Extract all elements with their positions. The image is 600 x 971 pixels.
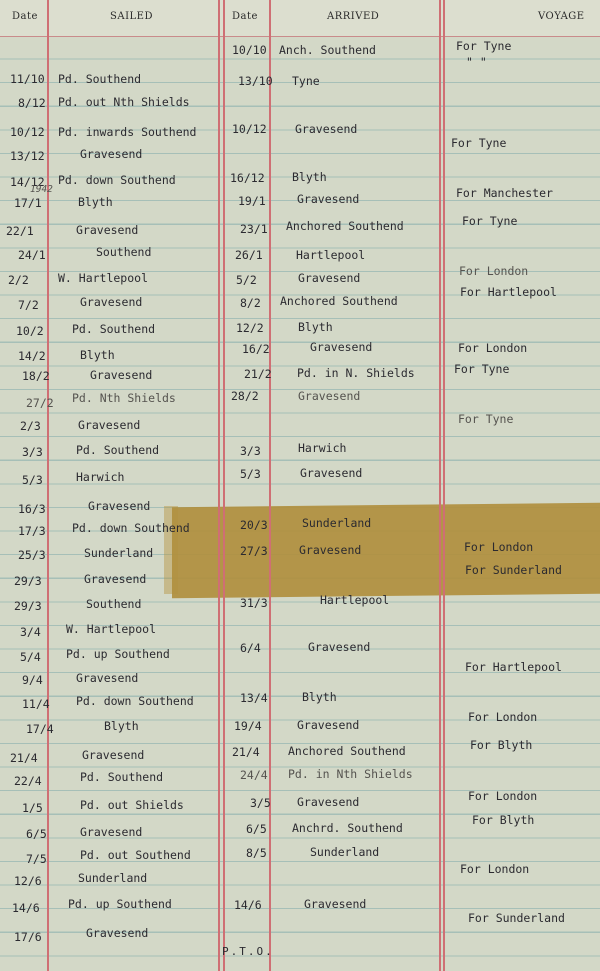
entry-arrived-place: Gravesend — [304, 897, 367, 911]
entry-arrival-date: 16/2 — [242, 342, 270, 356]
entry-arrived-place: Anchrd. Southend — [292, 821, 403, 835]
entry-sailed-date: 25/3 — [18, 548, 46, 562]
margin-rule — [443, 0, 445, 971]
entry-arrived-place: Gravesend — [299, 543, 362, 557]
entry-arrived-place: Harwich — [298, 441, 347, 455]
entry-arrival-date: 3/5 — [250, 796, 271, 810]
header-sailed: SAILED — [110, 11, 153, 22]
entry-voyage: For Sunderland — [468, 911, 565, 925]
entry-sailed-place: Gravesend — [86, 926, 149, 940]
entry-arrived-place: Gravesend — [297, 795, 360, 809]
entry-arrived-place: Pd. in Nth Shields — [288, 767, 413, 781]
entry-arrived-place: Hartlepool — [320, 593, 390, 607]
entry-sailed-date: 6/5 — [26, 827, 47, 841]
column-header-bar — [0, 0, 600, 37]
entry-sailed-place: W. Hartlepool — [58, 271, 149, 285]
entry-sailed-place: Pd. up Southend — [68, 897, 172, 911]
page-turn-note: P.T.O. — [222, 945, 274, 958]
entry-voyage: For London — [468, 789, 538, 803]
entry-sailed-date: 10/2 — [16, 324, 44, 338]
year-annotation: 1942 — [30, 184, 53, 195]
entry-arrival-date: 31/3 — [240, 596, 268, 610]
entry-sailed-date: 3/3 — [22, 445, 43, 459]
entry-voyage: For Manchester — [456, 186, 553, 200]
entry-sailed-date: 5/4 — [20, 650, 41, 664]
entry-sailed-place: Pd. inwards Southend — [58, 125, 197, 139]
entry-arrival-date: 6/5 — [246, 822, 267, 836]
entry-arrived-place: Anchored Southend — [288, 744, 406, 758]
entry-sailed-date: 24/1 — [18, 248, 46, 262]
entry-voyage: For Tyne — [458, 412, 514, 426]
entry-arrival-date: 27/3 — [240, 544, 268, 558]
entry-arrived-place: Sunderland — [302, 516, 372, 530]
entry-sailed-place: W. Hartlepool — [66, 622, 157, 636]
entry-sailed-place: Pd. Southend — [80, 770, 164, 784]
entry-arrived-place: Gravesend — [297, 718, 360, 732]
entry-sailed-date: 7/2 — [18, 298, 39, 312]
margin-rule — [47, 0, 49, 971]
entry-voyage: For London — [464, 540, 534, 554]
entry-sailed-date: 14/2 — [18, 349, 46, 363]
entry-sailed-place: Gravesend — [78, 418, 141, 432]
entry-voyage: For Tyne — [456, 39, 512, 53]
entry-voyage: For Hartlepool — [465, 660, 562, 674]
entry-sailed-place: Pd. down Southend — [58, 173, 176, 187]
entry-arrived-place: Sunderland — [310, 845, 380, 859]
entry-sailed-place: Pd. up Southend — [66, 647, 170, 661]
margin-rule — [218, 0, 220, 971]
entry-arrival-date: 8/2 — [240, 296, 261, 310]
entry-voyage: " " — [466, 55, 487, 69]
entry-sailed-place: Blyth — [80, 348, 115, 362]
entry-sailed-place: Harwich — [76, 470, 125, 484]
margin-rule — [223, 0, 225, 971]
entry-sailed-date: 29/3 — [14, 574, 42, 588]
entry-voyage: For Tyne — [454, 362, 510, 376]
entry-sailed-place: Pd. Southend — [76, 443, 160, 457]
entry-arrival-date: 13/4 — [240, 691, 268, 705]
entry-sailed-date: 27/2 — [26, 396, 54, 410]
entry-arrival-date: 10/12 — [232, 122, 267, 136]
entry-arrival-date: 19/4 — [234, 719, 262, 733]
entry-arrival-date: 28/2 — [231, 389, 259, 403]
entry-arrived-place: Blyth — [298, 320, 333, 334]
entry-arrival-date: 20/3 — [240, 518, 268, 532]
entry-arrival-date: 6/4 — [240, 641, 261, 655]
entry-sailed-place: Southend — [86, 597, 142, 611]
entry-sailed-date: 2/3 — [20, 419, 41, 433]
entry-sailed-place: Pd. down Southend — [76, 694, 194, 708]
entry-sailed-place: Gravesend — [76, 671, 139, 685]
entry-sailed-place: Pd. out Nth Shields — [58, 95, 190, 109]
entry-arrived-place: Blyth — [292, 170, 327, 184]
entry-sailed-date: 1/5 — [22, 801, 43, 815]
entry-sailed-place: Gravesend — [90, 368, 153, 382]
entry-arrived-place: Gravesend — [310, 340, 373, 354]
entry-arrived-place: Gravesend — [298, 271, 361, 285]
entry-sailed-place: Sunderland — [78, 871, 148, 885]
entry-voyage: For Sunderland — [465, 563, 562, 577]
entry-sailed-date: 7/5 — [26, 852, 47, 866]
entry-sailed-place: Gravesend — [80, 295, 143, 309]
entry-sailed-place: Pd. out Shields — [80, 798, 184, 812]
entry-arrival-date: 26/1 — [235, 248, 263, 262]
entry-sailed-date: 11/4 — [22, 697, 50, 711]
entry-sailed-date: 18/2 — [22, 369, 50, 383]
entry-voyage: For Hartlepool — [460, 285, 557, 299]
entry-arrived-place: Tyne — [292, 74, 320, 88]
entry-arrival-date: 10/10 — [232, 43, 267, 57]
header-date-sailed: Date — [12, 11, 38, 22]
entry-sailed-place: Blyth — [104, 719, 139, 733]
entry-sailed-date: 17/3 — [18, 524, 46, 538]
entry-sailed-place: Pd. out Southend — [80, 848, 191, 862]
entry-arrived-place: Hartlepool — [296, 248, 366, 262]
entry-arrived-place: Gravesend — [297, 192, 360, 206]
entry-voyage: For London — [460, 862, 530, 876]
entry-arrived-place: Pd. in N. Shields — [297, 366, 415, 380]
entry-sailed-date: 22/4 — [14, 774, 42, 788]
entry-arrival-date: 21/2 — [244, 367, 272, 381]
entry-arrived-place: Anch. Southend — [279, 43, 376, 57]
entry-sailed-place: Gravesend — [88, 499, 151, 513]
entry-sailed-date: 3/4 — [20, 625, 41, 639]
entry-sailed-date: 9/4 — [22, 673, 43, 687]
header-date-arrived: Date — [232, 11, 258, 22]
entry-sailed-date: 29/3 — [14, 599, 42, 613]
entry-arrival-date: 16/12 — [230, 171, 265, 185]
entry-sailed-date: 14/12 — [10, 175, 45, 189]
margin-rule — [439, 0, 441, 971]
header-voyage: VOYAGE — [538, 11, 585, 22]
entry-sailed-place: Gravesend — [80, 147, 143, 161]
entry-arrival-date: 5/2 — [236, 273, 257, 287]
entry-sailed-place: Pd. Southend — [58, 72, 142, 86]
entry-voyage: For Tyne — [462, 214, 518, 228]
entry-arrival-date: 3/3 — [240, 444, 261, 458]
margin-rule — [269, 0, 271, 971]
entry-voyage: For London — [468, 710, 538, 724]
entry-arrival-date: 8/5 — [246, 846, 267, 860]
entry-sailed-date: 17/4 — [26, 722, 54, 736]
entry-arrived-place: Anchored Southend — [280, 294, 398, 308]
entry-arrived-place: Gravesend — [308, 640, 371, 654]
entry-sailed-date: 14/6 — [12, 901, 40, 915]
entry-sailed-date: 21/4 — [10, 751, 38, 765]
entry-sailed-place: Pd. Southend — [72, 322, 156, 336]
entry-arrived-place: Anchored Southend — [286, 219, 404, 233]
entry-arrival-date: 14/6 — [234, 898, 262, 912]
entry-arrival-date: 13/10 — [238, 74, 273, 88]
entry-voyage: For Blyth — [470, 738, 533, 752]
entry-sailed-date: 17/6 — [14, 930, 42, 944]
entry-voyage: For Tyne — [451, 136, 507, 150]
entry-sailed-date: 16/3 — [18, 502, 46, 516]
entry-sailed-date: 13/12 — [10, 149, 45, 163]
entry-sailed-date: 22/1 — [6, 224, 34, 238]
entry-arrived-place: Blyth — [302, 690, 337, 704]
entry-sailed-place: Pd. Nth Shields — [72, 391, 176, 405]
entry-voyage: For London — [458, 341, 528, 355]
entry-sailed-place: Gravesend — [76, 223, 139, 237]
entry-sailed-date: 8/12 — [18, 96, 46, 110]
entry-sailed-date: 12/6 — [14, 874, 42, 888]
entry-arrival-date: 19/1 — [238, 194, 266, 208]
entry-sailed-place: Southend — [96, 245, 152, 259]
entry-sailed-date: 5/3 — [22, 473, 43, 487]
entry-arrival-date: 24/4 — [240, 768, 268, 782]
entry-arrived-place: Gravesend — [295, 122, 358, 136]
entry-sailed-place: Gravesend — [84, 572, 147, 586]
header-arrived: ARRIVED — [327, 11, 380, 22]
entry-arrival-date: 5/3 — [240, 467, 261, 481]
entry-sailed-date: 11/10 — [10, 72, 45, 86]
entry-arrival-date: 21/4 — [232, 745, 260, 759]
entry-sailed-date: 2/2 — [8, 273, 29, 287]
entry-sailed-date: 17/1 — [14, 196, 42, 210]
water-stain — [172, 503, 600, 598]
entry-arrival-date: 23/1 — [240, 222, 268, 236]
entry-sailed-place: Sunderland — [84, 546, 154, 560]
entry-arrived-place: Gravesend — [298, 389, 361, 403]
entry-sailed-place: Gravesend — [80, 825, 143, 839]
entry-arrived-place: Gravesend — [300, 466, 363, 480]
entry-sailed-place: Blyth — [78, 195, 113, 209]
entry-voyage: For London — [459, 264, 529, 278]
entry-voyage: For Blyth — [472, 813, 535, 827]
entry-sailed-place: Gravesend — [82, 748, 145, 762]
entry-arrival-date: 12/2 — [236, 321, 264, 335]
entry-sailed-place: Pd. down Southend — [72, 521, 190, 535]
entry-sailed-date: 10/12 — [10, 125, 45, 139]
